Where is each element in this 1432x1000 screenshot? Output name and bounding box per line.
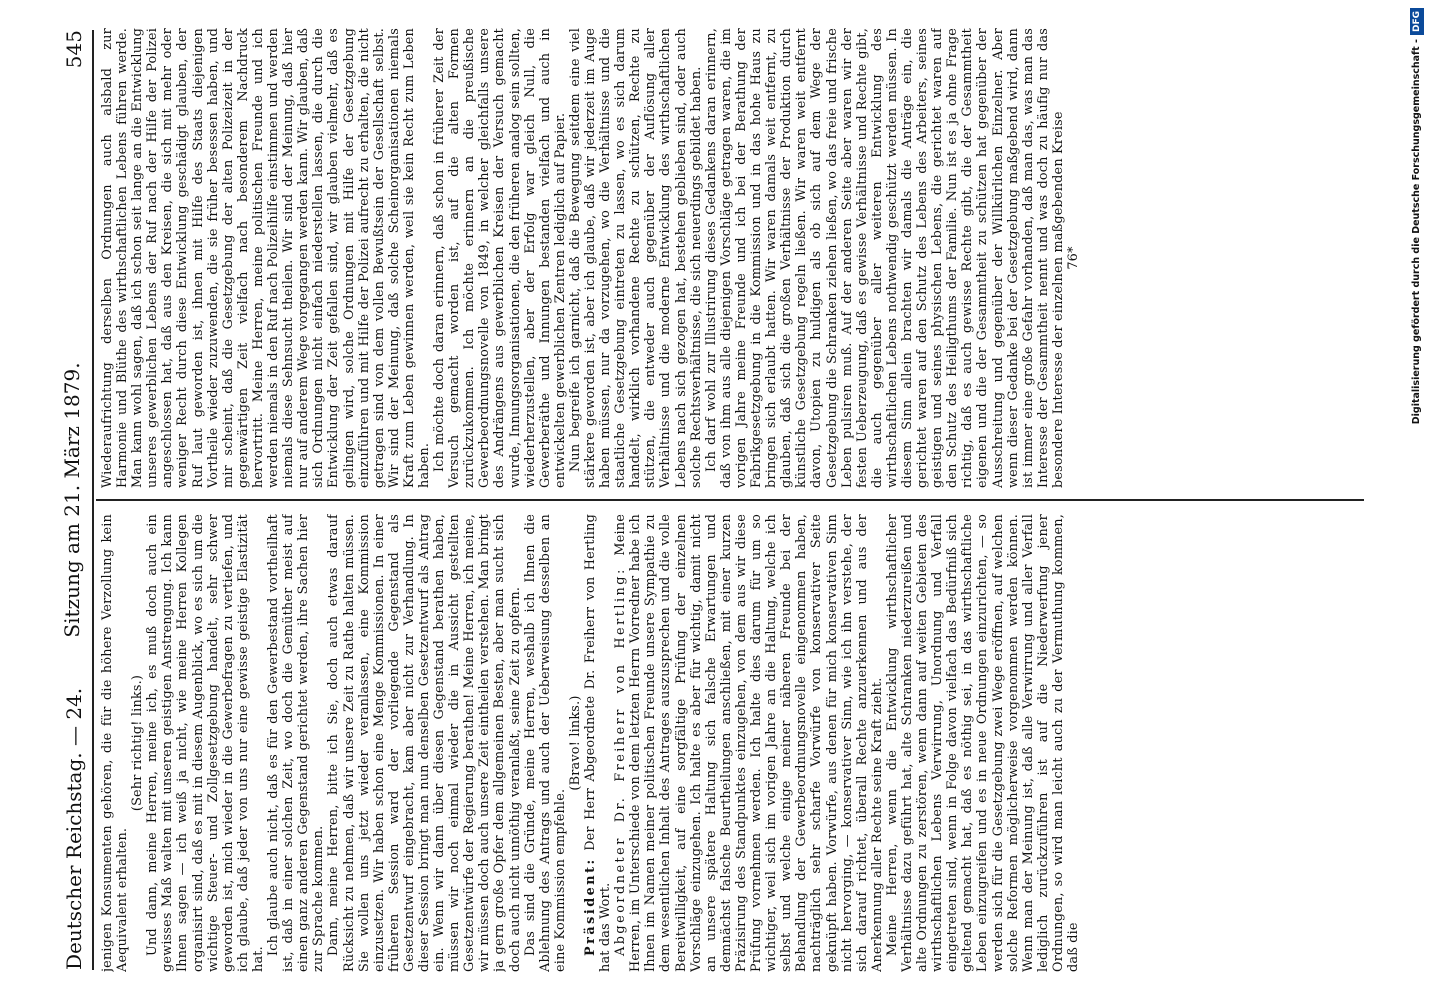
centered-note: (Sehr richtig! links.) bbox=[130, 674, 146, 812]
header-left: Deutscher Reichstag. — 24. bbox=[62, 687, 86, 970]
paragraph: Wiederaufrichtung derselben Ordnungen auch alsbald zur Harmonie und Blüthe des wirthschaftlichen Lebens führen werde. Man kann wohl sagen, daß ich schon seit lange an die Entwicklung unseres gewerblichen Lebens der Ruf nach der Hilfe der Polizei angeschlossen hat, daß aus den Kreisen, die sich mit mehr oder weniger Recht durch diese Entwicklung geschädigt glauben, der Ruf laut geworden ist, ihnen mit Hilfe des Staats diejenigen Vortheile wieder zuzuwenden, die sie früher besessen haben, und mir scheint, daß die Gesetzgebung der alten Polizeizeit in der gegenwärtigen Zeit vielfach nach besonderem Nachdruck hervortritt. Meine Herren, meine politischen Freunde und ich werden niemals in den Ruf nach Polizeihilfe einstimmen und werden niemals diese Sehnsucht theilen. Wir sind der Meinung, daß hier nur auf anderem Wege vorgegangen werden kann. Wir glauben, daß sich Ordnungen nicht einfach niederstellen lassen, die durch die Entwicklung der Zeit gefallen sind, wir glauben vielmehr, daß es gelingen wird, solche Ordnungen mit Hilfe der Gesetzgebung einzuführen und mit Hilfe der Polizei aufrecht zu erhalten, die nicht getragen sind von dem vollen Bewußtsein der Gesellschaft selbst. Wir sind der Meinung, daß solche Scheinorganisationen niemals Kraft zum Leben gewinnen werden, weil sie kein Recht zum Leben haben. bbox=[100, 28, 432, 488]
paragraph: Das sind die Gründe, meine Herren, weshalb ich Ihnen die Ablehnung des Antrags und auch der Ueberweisung desselben an eine Kommission empfehle. bbox=[522, 514, 568, 972]
column-divider bbox=[96, 499, 1364, 501]
speech-text: Der Herr Abgeordnete Dr. Freiherr von Hertling hat das Wort. bbox=[583, 514, 614, 972]
paragraph: Nun begreife ich garnicht, daß die Bewegung seitdem eine viel stärkere geworden ist, aber ich glaube, daß wir jederzeit im Auge haben müssen, nur da vorzugehen, wo die Verhältnisse und die staatliche Gesetzgebung eintreten zu lassen, wo es sich darum handelt, wirklich vorhandene Rechte zu schützen, Rechte zu stützen, die entweder auch gegenüber der Auflösung aller Verhältnisse und die moderne Entwicklung des wirthschaftlichen Lebens nach sich gezogen hat, bestehen geblieben sind, oder auch solche Rechtsverhältnisse, die sich neuerdings gebildet haben. bbox=[567, 28, 704, 488]
digitization-text: Digitalisierung gefördert durch die Deutsche Forschungsgemeinschaft - bbox=[1411, 39, 1422, 425]
speaker-name: Abgeordneter Dr. Freiherr von Hertling: bbox=[613, 567, 629, 956]
dfg-logo: DFG bbox=[1410, 8, 1424, 35]
page-number: 545 bbox=[62, 30, 86, 69]
paragraph: Ich möchte doch daran erinnern, daß schon in früherer Zeit der Versuch gemacht worden ist, auf die alten Formen zurückzukommen. Ich möchte erinnern an die preußische Gewerbeordnungsnovelle von 1849, in welcher gleichfalls unsere des Andrängens aus gewerblichen Kreisen der Versuch gemacht wurde, Innungsorganisationen, die den früheren analog sein sollten, wiederherzustellen, aber der Erfolg war gleich Null, die Gewerberäthe und Innungen bestanden vielfach und auch in entwickelten gewerblichen Zentren lediglich auf Papier. bbox=[432, 28, 568, 488]
paragraph: Und dann, meine Herren, meine ich, es muß doch auch ein gewisses Maß walten mit unseren geistigen Anstrengung. Ich kann Ihnen sagen — ich weiß ja nicht, wie meine Herren Kollegen organisirt sind, daß es mit in diesem Augenblick, wo es sich um die wichtige Steuer- und Zollgesetzgebung handelt, sehr schwer geworden ist, mich wieder in die Gewerbefragen zu vertiefen, und ich glaube, daß jeder von uns nur eine gewisse geistige Elastizität hat. bbox=[145, 514, 266, 972]
president-remark bbox=[583, 514, 613, 972]
paragraph: Ich glaube auch nicht, daß es für den Gewerbestand vortheilhaft ist, daß in einer solchen Zeit, wo doch die Gemüther meist auf einen ganz anderen Gegenstand gerichtet werden, ihre Sachen hier zur Sprache kommen. bbox=[266, 514, 327, 972]
paragraph: Meine Herren, wenn die Entwicklung wirthschaftlicher Verhältnisse dazu geführt hat, alte Schranken niederzureißen und alte Ordnungen zu zerstören, wenn dann auf weiten Gebieten des wirthschaftlichen Lebens Verwirrung, Unordnung und Verfall eingetreten sind, wenn in Folge davon vielfach das Bedürfniß sich geltend gemacht hat, daß es nöthig sei, in das wirthschaftliche Leben einzugreifen und es in neue Ordnungen einzurichten, — so werden sich für die Gesetzgebung zwei Wege eröffnen, auf welchen solche Reformen möglicherweise vorgenommen werden können. Wenn man der Meinung ist, daß alle Verwirrung und aller Verfall lediglich zurückzuführen ist auf die Niederwerfung jener Ordnungen, so wird man leicht auch zu der Vermuthung kommen, daß die bbox=[884, 514, 1081, 972]
digitization-notice bbox=[1408, 8, 1426, 988]
left-column bbox=[100, 514, 1362, 972]
centered-note: (Bravo! links.) bbox=[567, 695, 583, 791]
speech-start bbox=[613, 514, 885, 972]
speech-text: Meine Herren, im Unterschiede von dem letzten Herrn Vorredner habe ich Ihnen im Namen meiner politischen Freunde unsere Sympathie zu dem wesentlichen Inhalt des Antrages auszusprechen und die volle Bereitwilligkeit, auf eine sorgfältige Prüfung der einzelnen Vorschläge einzugehen. Ich halte es aber für wichtig, damit nicht an unsere spätere Haltung sich falsche Erwartungen und demnächst falsche Beurtheilungen anschließen, mit einer kurzen Präzisirung des Standpunktes einzugehen, von dem aus wir diese Prüfung vornehmen werden. Ich halte dies darum für um so wichtiger, weil sich im vorigen Jahre an die Haltung, welche ich selbst und welche einige meiner näheren Freunde bei der Behandlung der Gewerbeordnungsnovelle eingenommen haben, nachträglich sehr scharfe Vorwürfe von konservativer Seite geknüpft haben. Vorwürfe, aus denen für mich konservativen Sinn nicht hervorging, — konservativer Sinn, wie ich ihn verstehe, der sich darauf richtet, überall Rechte anzuerkennen und aus der Anerkennung aller Rechte seine Kraft zieht. bbox=[613, 514, 885, 972]
speaker-name: Präsident: bbox=[583, 857, 598, 956]
paragraph: Ich darf wohl zur Illustrirung dieses Gedankens daran erinnern, daß von ihm aus alle diejenigen Vorschläge getragen waren, die im vorigen Jahre meine Freunde und ich bei der Berathung der Fabrikgesetzgebung in die Kommission und in das hohe Haus zu bringen sich erlaubt hatten. Wir waren damals weit entfernt, zu glauben, daß sich die großen Verhältnisse der Produktion durch künstliche Gesetzgebung regeln ließen. Wir waren weit entfernt davon, Utopien zu huldigen als ob sich auf dem Wege der Gesetzgebung die Schranken ziehen ließen, wo das freie und frische Leben pulsiren muß. Auf der anderen Seite aber waren wir der festen Ueberzeugung, daß es gewisse Verhältnisse und Rechte gibt, die auch gegenüber aller weiteren Entwicklung des wirthschaftlichen Lebens nothwendig geschützt werden müssen. In diesem Sinn allein brachten wir damals die Anträge ein, die gerichtet waren auf den Schutz des Lebens des Arbeiters, seines geistigen und seines physischen Lebens, die gerichtet waren auf den Schutz des Heiligthums der Familie. Nun ist es ja ohne Frage richtig, daß es auch gewisse Rechte gibt, die der Gesammtheit eigenen und die der Gesammtheit zu schützen hat gegenüber der Ausschreitung und gegenüber der Willkürlichen Einzelner. Aber wenn dieser Gedanke bei der Gesetzgebung maßgebend wird, dann ist immer eine große Gefahr vorhanden, daß man das, was man das Interesse der Gesammtheit nennt und was doch zu häufig nur das besondere Interesse der einzelnen maßgebenden Kreise bbox=[703, 28, 1066, 488]
paragraph: Dann, meine Herren, bitte ich Sie, doch auch etwas darauf Rücksicht zu nehmen, daß wir unsere Zeit zu Rathe halten müssen. Sie wollen uns jetzt wieder veranlassen, eine Kommission einzusetzen. Wir haben schon eine Menge Kommissionen. In einer früheren Session ward der vorliegende Gegenstand als Gesetzentwurf eingebracht, kam aber nicht zur Verhandlung. In dieser Session bringt man nun denselben Gesetzentwurf als Antrag ein. Wenn wir dann über diesen Gegenstand berathen haben, müssen wir noch einmal wieder die in Aussicht gestellten Gesetzentwürfe der Regierung berathen! Meine Herren, ich meine, wir müssen doch auch unsere Zeit eintheilen verstehen. Man bringt ja gern große Opfer dem allgemeinen Besten, aber man sucht sich doch auch nicht unnöthig veranlaßt, seine Zeit zu opfern. bbox=[326, 514, 523, 972]
header-title: Sitzung am 21. März 1879. bbox=[60, 362, 84, 638]
right-column bbox=[100, 28, 1362, 488]
centered-note: 76* bbox=[1066, 246, 1081, 270]
page-header bbox=[58, 30, 92, 970]
paragraph: jenigen Konsumenten gehören, die für die höhere Verzollung kein Aequivalent erhalten. bbox=[100, 514, 131, 972]
header-rule bbox=[92, 30, 94, 970]
